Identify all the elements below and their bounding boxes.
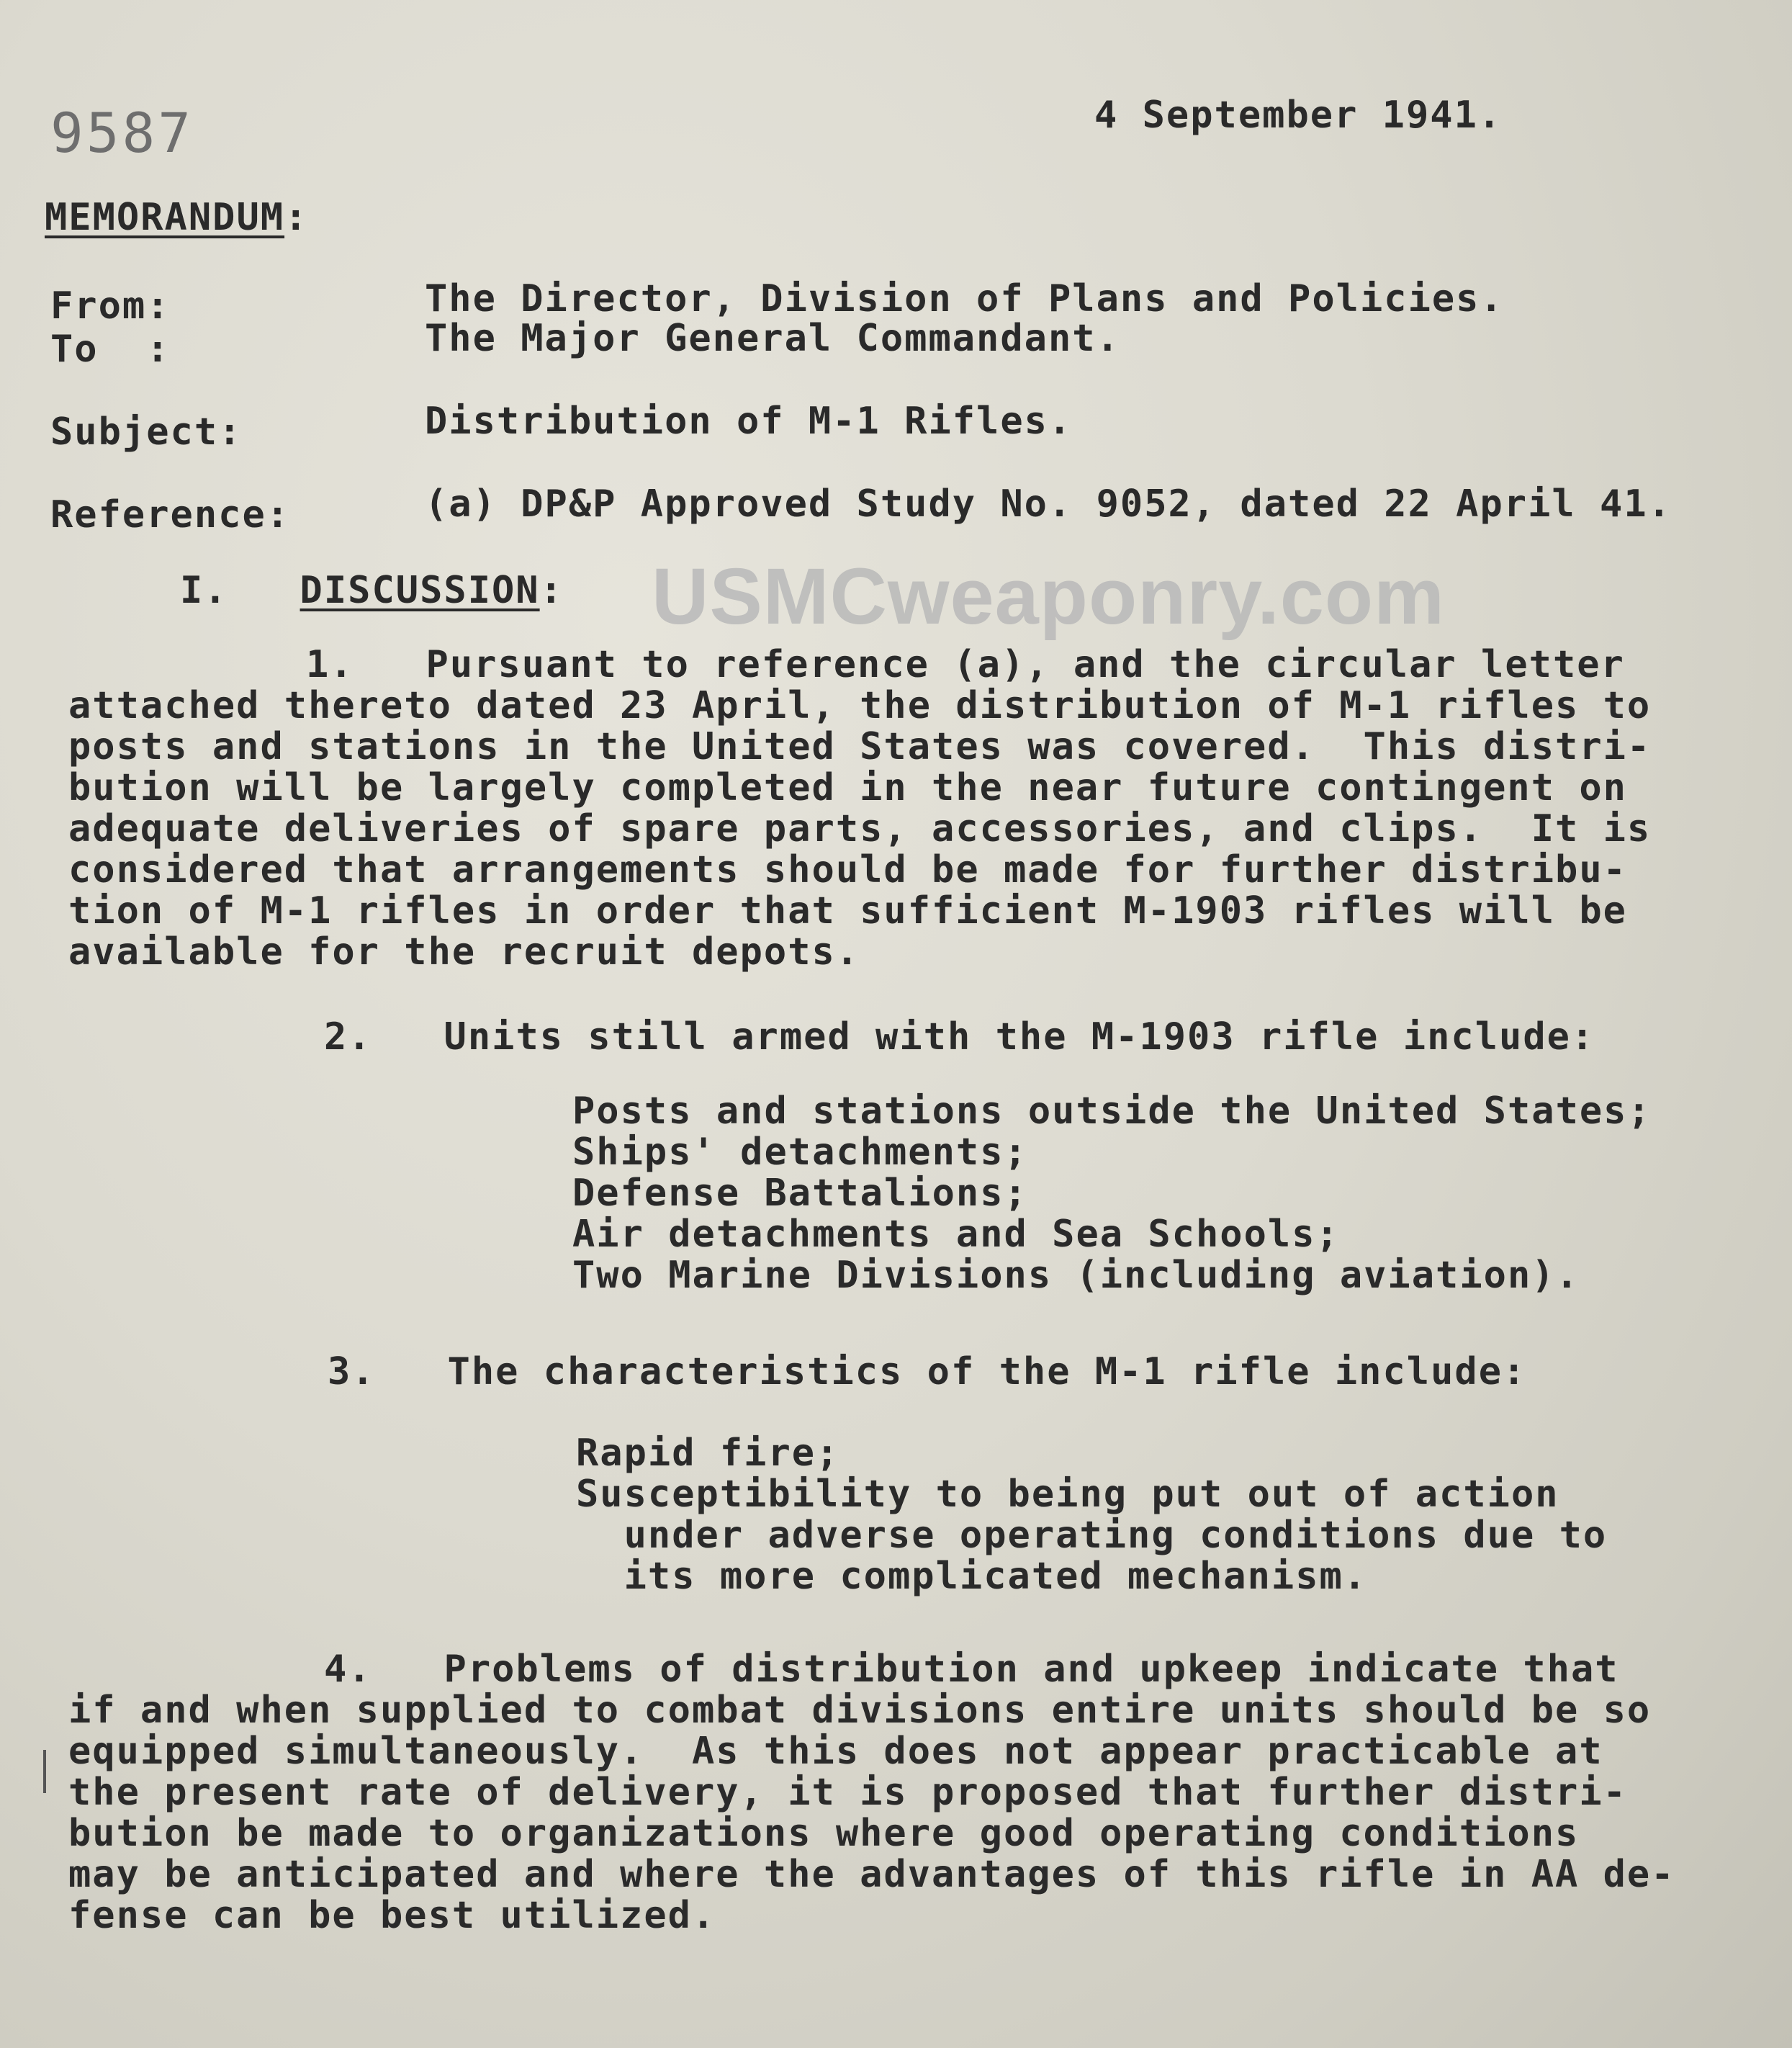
paragraph-line: may be anticipated and where the advantages of this rifle in AA de- (68, 1853, 1675, 1896)
paragraph-line: considered that arrangements should be made for further distribu- (68, 848, 1627, 891)
paragraph-3-intro: 3. The characteristics of the M-1 rifle include: (328, 1350, 1527, 1393)
reference-label: Reference: (50, 493, 291, 536)
paragraph-4 (68, 1649, 1675, 1936)
paragraph-line: bution be made to organizations where good operating conditions (68, 1812, 1580, 1855)
to-value: The Major General Commandant. (425, 317, 1120, 360)
list-item: Posts and stations outside the United States; (572, 1090, 1652, 1133)
section-numeral: I. (180, 569, 228, 612)
paragraph-2-list (572, 1091, 1652, 1296)
list-item: Air detachments and Sea Schools; (572, 1213, 1340, 1256)
paragraph-line: fense can be best utilized. (68, 1894, 716, 1937)
paragraph-line: 1. Pursuant to reference (a), and the circular letter (306, 643, 1625, 686)
paragraph-line: posts and stations in the United States was covered. This distri- (68, 725, 1652, 768)
memo-title: MEMORANDUM (45, 196, 285, 239)
section-heading (180, 569, 564, 612)
paragraph-line: adequate deliveries of spare parts, accessories, and clips. It is (68, 807, 1652, 850)
memo-heading (45, 196, 308, 239)
list-item: Susceptibility to being put out of action (576, 1473, 1559, 1516)
paragraph-line: 4. Problems of distribution and upkeep indicate that (324, 1648, 1619, 1691)
from-value: The Director, Division of Plans and Policies. (425, 277, 1504, 320)
subject-value: Distribution of M-1 Rifles. (425, 400, 1073, 443)
memo-date: 4 September 1941. (1094, 94, 1503, 137)
paragraph-line: available for the recruit depots. (68, 930, 860, 974)
from-label: From: (50, 284, 171, 328)
paragraph-line: equipped simultaneously. As this does not appear practicable at (68, 1730, 1603, 1773)
to-label: To : (50, 328, 171, 371)
paragraph-line: the present rate of delivery, it is proposed that further distri- (68, 1771, 1627, 1814)
list-item: Two Marine Divisions (including aviation). (572, 1254, 1580, 1297)
list-item: Defense Battalions; (572, 1172, 1028, 1215)
paragraph-line: bution will be largely completed in the near future contingent on (68, 766, 1627, 809)
paragraph-1 (68, 645, 1651, 973)
memo-title-colon: : (284, 196, 309, 239)
paragraph-line: if and when supplied to combat divisions entire units should be so (68, 1689, 1652, 1732)
paragraph-line: attached thereto dated 23 April, the distribution of M-1 rifles to (68, 684, 1652, 727)
watermark: USMCweaponry.com (652, 552, 1445, 641)
paragraph-line: tion of M-1 rifles in order that sufficient M-1903 rifles will be (68, 889, 1627, 933)
section-title-colon: : (539, 569, 564, 612)
paragraph-3-list (576, 1433, 1607, 1597)
document-number: 9587 (50, 101, 194, 165)
list-item: under adverse operating conditions due to (576, 1514, 1608, 1557)
section-title: DISCUSSION (300, 569, 540, 612)
margin-mark (43, 1750, 46, 1793)
list-item: Rapid fire; (576, 1432, 840, 1475)
subject-label: Subject: (50, 410, 243, 454)
paragraph-2-intro: 2. Units still armed with the M-1903 rifle include: (324, 1015, 1595, 1059)
list-item: its more complicated mechanism. (576, 1555, 1368, 1598)
reference-value: (a) DP&P Approved Study No. 9052, dated 22 April 41. (425, 482, 1672, 526)
list-item: Ships' detachments; (572, 1131, 1028, 1174)
